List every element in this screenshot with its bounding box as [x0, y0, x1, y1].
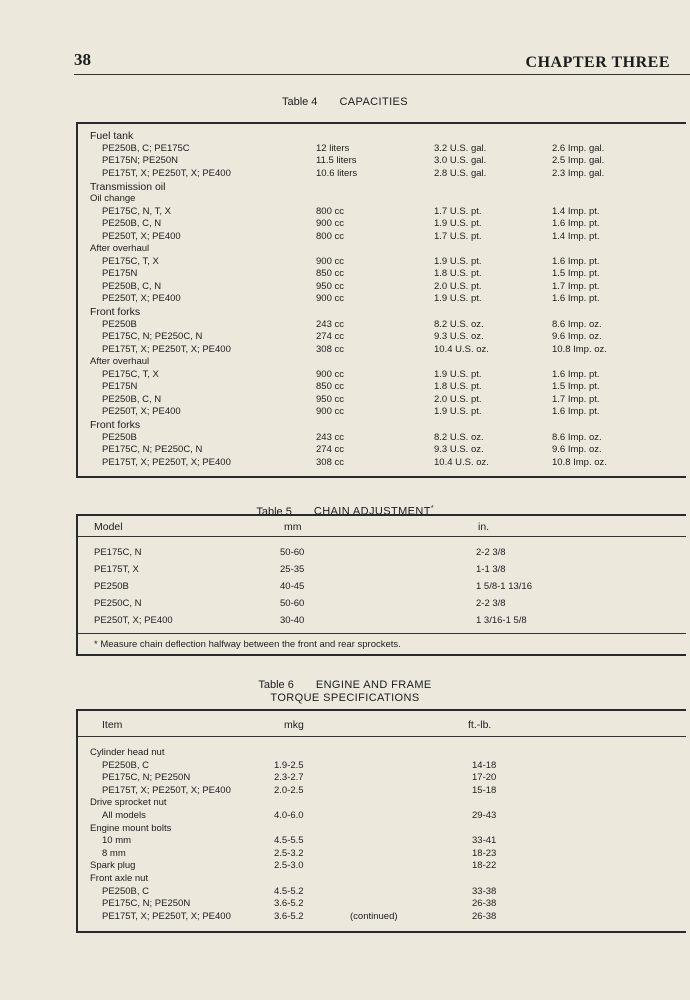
row-us: 1.9 U.S. pt.	[434, 406, 482, 417]
table-row	[78, 243, 686, 255]
table-row	[78, 319, 686, 331]
table-row	[78, 457, 686, 469]
row-metric: 900 cc	[316, 293, 344, 304]
row-imp: 10.8 Imp. oz.	[552, 343, 607, 355]
row-model: PE175C, T, X	[102, 368, 159, 380]
row-metric: 12 liters	[316, 142, 350, 154]
table-row	[78, 598, 686, 610]
row-us: 10.4 U.S. oz.	[434, 456, 489, 468]
row-model: PE250B, C	[102, 759, 149, 771]
row-in: 1 5/8-1 13/16	[476, 581, 532, 592]
row-imp: 10.8 Imp. oz.	[552, 456, 607, 468]
row-model: PE175C, N	[94, 547, 142, 558]
row-section-label: Transmission oil	[90, 180, 166, 193]
row-us: 1.8 U.S. pt.	[434, 268, 482, 279]
table-row	[78, 615, 686, 627]
row-mkg: 4.5-5.5	[274, 835, 304, 847]
row-model: PE250B, C, N	[102, 393, 162, 405]
row-metric: 950 cc	[316, 393, 344, 405]
table-row	[78, 760, 686, 772]
row-mm: 50-60	[280, 547, 305, 558]
header-ftlb: ft.-lb.	[468, 719, 492, 731]
table-row	[78, 356, 686, 368]
table4-title	[0, 96, 690, 109]
table-row	[78, 155, 686, 167]
table-row	[78, 432, 686, 444]
row-us: 2.0 U.S. pt.	[434, 393, 482, 405]
table4-heading: CAPACITIES	[339, 96, 409, 108]
row-us: 3.2 U.S. gal.	[434, 142, 487, 154]
row-model: 10 mm	[102, 835, 132, 847]
row-in: 2-2 3/8	[476, 598, 506, 609]
row-model: PE250B, C	[102, 885, 149, 897]
table-row	[78, 293, 686, 305]
table-row	[78, 911, 686, 923]
row-imp: 1.6 Imp. pt.	[552, 293, 600, 304]
table5-label: Table 5	[256, 505, 292, 518]
row-model: 8 mm	[102, 847, 126, 859]
table4-label: Table 4	[281, 96, 318, 108]
table-row	[78, 218, 686, 230]
page-number: 38	[74, 50, 91, 69]
table4-box	[76, 122, 686, 478]
table-header-row	[78, 521, 686, 533]
table-row	[78, 564, 686, 576]
row-mkg: 3.6-5.2	[274, 910, 304, 922]
row-section-label: Drive sprocket nut	[90, 797, 167, 809]
row-in: 1 3/16-1 5/8	[476, 615, 527, 626]
row-us: 3.0 U.S. gal.	[434, 155, 487, 166]
row-imp: 1.6 Imp. pt.	[552, 218, 600, 229]
row-subsection-label: After overhaul	[90, 356, 150, 367]
table-row	[78, 206, 686, 218]
table-row	[78, 823, 686, 835]
table-row	[78, 306, 686, 318]
row-model: PE250T, X; PE400	[102, 406, 181, 417]
table-row	[78, 860, 686, 872]
table-row	[78, 256, 686, 268]
row-imp: 1.6 Imp. pt.	[552, 406, 600, 417]
table6-heading-line1: ENGINE AND FRAME	[315, 679, 432, 691]
row-model: PE175C, N; PE250N	[102, 898, 191, 910]
row-mm: 50-60	[280, 598, 305, 609]
row-mkg: 4.0-6.0	[274, 810, 304, 821]
row-metric: 243 cc	[316, 318, 344, 330]
table-row	[78, 873, 686, 885]
row-imp: 1.7 Imp. pt.	[552, 280, 600, 292]
row-metric: 950 cc	[316, 280, 344, 292]
table-row	[78, 581, 686, 593]
row-metric: 11.5 liters	[316, 155, 357, 166]
table-row	[78, 848, 686, 860]
row-us: 1.9 U.S. pt.	[434, 368, 482, 380]
row-model: PE175T, X; PE250T, X; PE400	[102, 167, 231, 179]
header-rule	[78, 536, 686, 537]
row-mm: 30-40	[280, 615, 305, 626]
table-row	[78, 898, 686, 910]
row-us: 1.9 U.S. pt.	[434, 218, 482, 229]
row-model: PE175T, X; PE250T, X; PE400	[102, 784, 231, 796]
row-imp: 1.4 Imp. pt.	[552, 205, 600, 217]
row-imp: 2.3 Imp. gal.	[552, 167, 605, 179]
row-us: 1.9 U.S. pt.	[434, 293, 482, 304]
table-row	[78, 886, 686, 898]
table-row	[78, 419, 686, 431]
row-metric: 900 cc	[316, 218, 344, 229]
table-row	[78, 810, 686, 822]
header-rule	[78, 736, 686, 737]
table-row	[78, 785, 686, 797]
row-model: PE175T, X; PE250T, X; PE400	[102, 910, 231, 922]
header-item: Item	[102, 719, 123, 731]
row-metric: 800 cc	[316, 230, 344, 242]
row-ftlb: 26-38	[472, 910, 497, 922]
row-section-label: Spark plug	[90, 860, 136, 872]
row-metric: 308 cc	[316, 343, 344, 355]
table6-label: Table 6	[258, 679, 294, 691]
row-imp: 1.5 Imp. pt.	[552, 268, 600, 279]
row-mkg: 4.5-5.2	[274, 885, 304, 897]
row-ftlb: 18-23	[472, 847, 497, 859]
row-metric: 243 cc	[316, 431, 344, 443]
row-us: 10.4 U.S. oz.	[434, 343, 489, 355]
row-ftlb: 15-18	[472, 784, 497, 796]
table5-title-mark: *	[430, 505, 434, 512]
table-row	[78, 281, 686, 293]
footnote: * Measure chain deflection halfway between the front and rear sprockets.	[94, 639, 401, 650]
table-row	[78, 331, 686, 343]
row-mkg: 2.0-2.5	[274, 784, 304, 796]
table-row	[78, 344, 686, 356]
row-us: 9.3 U.S. oz.	[434, 331, 484, 342]
row-model: PE175T, X	[94, 564, 139, 575]
row-mkg: 2.5-3.0	[274, 860, 304, 872]
row-mkg: 2.3-2.7	[274, 772, 304, 784]
row-ftlb: 17-20	[472, 772, 497, 784]
footnote-rule	[78, 633, 686, 634]
row-us: 1.9 U.S. pt.	[434, 255, 482, 267]
row-model: PE250B	[94, 581, 129, 592]
row-metric: 274 cc	[316, 331, 344, 342]
row-us: 1.7 U.S. pt.	[434, 205, 482, 217]
row-us: 2.0 U.S. pt.	[434, 280, 482, 292]
row-section-label: Front axle nut	[90, 873, 149, 884]
row-model: PE175C, N; PE250C, N	[102, 444, 203, 455]
row-metric: 900 cc	[316, 368, 344, 380]
table-row	[78, 835, 686, 847]
row-us: 8.2 U.S. oz.	[434, 431, 484, 443]
table-row	[78, 772, 686, 784]
row-model: PE250T, X; PE400	[94, 615, 173, 626]
row-ftlb: 18-22	[472, 860, 497, 872]
row-model: PE250C, N	[94, 598, 142, 609]
row-ftlb: 33-41	[472, 835, 497, 847]
row-mkg: 2.5-3.2	[274, 847, 304, 859]
row-in: 1-1 3/8	[476, 564, 506, 575]
row-ftlb: 14-18	[472, 759, 497, 771]
table-header-row	[78, 719, 686, 731]
header-rule	[74, 74, 690, 75]
row-metric: 850 cc	[316, 381, 344, 392]
table-row	[78, 747, 686, 759]
row-ftlb: 26-38	[472, 898, 497, 910]
table-row	[78, 444, 686, 456]
row-section-label: Front forks	[90, 306, 141, 318]
row-imp: 8.6 Imp. oz.	[552, 318, 602, 330]
row-imp: 1.7 Imp. pt.	[552, 393, 600, 405]
row-us: 2.8 U.S. gal.	[434, 167, 487, 179]
row-section-label: Engine mount bolts	[90, 822, 172, 834]
row-mkg: 1.9-2.5	[274, 759, 304, 771]
row-imp: 1.5 Imp. pt.	[552, 381, 600, 392]
row-us: 1.7 U.S. pt.	[434, 230, 482, 242]
row-model: PE175N; PE250N	[102, 155, 179, 166]
row-model: PE250B, C, N	[102, 218, 162, 229]
row-metric: 800 cc	[316, 205, 344, 217]
table6-box	[76, 709, 686, 933]
row-model: PE175C, T, X	[102, 255, 159, 267]
row-model: PE175N	[102, 268, 138, 279]
row-model: PE250T, X; PE400	[102, 293, 181, 304]
row-section-label: Cylinder head nut	[90, 747, 165, 758]
row-model: PE250B	[102, 318, 137, 330]
row-ftlb: 29-43	[472, 810, 497, 821]
row-us: 8.2 U.S. oz.	[434, 318, 484, 330]
row-model: PE250B	[102, 431, 137, 443]
table-row	[78, 168, 686, 180]
table-row	[78, 797, 686, 809]
header-mm: mm	[284, 521, 302, 533]
row-model: All models	[102, 810, 146, 821]
table-row	[78, 406, 686, 418]
header-mkg: mkg	[284, 719, 304, 731]
table-row	[78, 181, 686, 193]
row-imp: 1.6 Imp. pt.	[552, 255, 600, 267]
row-metric: 308 cc	[316, 456, 344, 468]
table-row	[78, 231, 686, 243]
row-section-label: Fuel tank	[90, 130, 134, 142]
row-model: PE175N	[102, 381, 138, 392]
row-us: 1.8 U.S. pt.	[434, 381, 482, 392]
table-row	[78, 381, 686, 393]
row-imp: 1.4 Imp. pt.	[552, 230, 600, 242]
row-metric: 900 cc	[316, 406, 344, 417]
table5-box	[76, 514, 686, 656]
row-imp: 2.5 Imp. gal.	[552, 155, 605, 166]
row-mm: 25-35	[280, 564, 305, 575]
table6-heading-line2: TORQUE SPECIFICATIONS	[270, 692, 420, 704]
row-model: PE175C, N, T, X	[102, 205, 171, 217]
row-imp: 8.6 Imp. oz.	[552, 431, 602, 443]
row-in: 2-2 3/8	[476, 547, 506, 558]
table5-heading: CHAIN ADJUSTMENT	[313, 505, 431, 518]
continued-note: (continued)	[350, 910, 398, 922]
row-model: PE250B, C; PE175C	[102, 142, 190, 154]
row-subsection-label: Oil change	[90, 193, 136, 204]
header-model: Model	[94, 521, 123, 533]
table-row	[78, 143, 686, 155]
row-metric: 900 cc	[316, 255, 344, 267]
table-row	[78, 547, 686, 559]
row-model: PE175C, N; PE250C, N	[102, 331, 203, 342]
table-row	[78, 130, 686, 142]
row-model: PE175T, X; PE250T, X; PE400	[102, 343, 231, 355]
table-row	[78, 394, 686, 406]
row-subsection-label: After overhaul	[90, 243, 150, 254]
row-model: PE175C, N; PE250N	[102, 772, 191, 784]
row-mkg: 3.6-5.2	[274, 898, 304, 910]
row-metric: 274 cc	[316, 444, 344, 455]
row-imp: 2.6 Imp. gal.	[552, 142, 605, 154]
row-model: PE250T, X; PE400	[102, 230, 181, 242]
row-us: 9.3 U.S. oz.	[434, 444, 484, 455]
table-row	[78, 268, 686, 280]
row-model: PE250B, C, N	[102, 280, 162, 292]
row-model: PE175T, X; PE250T, X; PE400	[102, 456, 231, 468]
row-metric: 850 cc	[316, 268, 344, 279]
row-imp: 1.6 Imp. pt.	[552, 368, 600, 380]
row-imp: 9.6 Imp. oz.	[552, 331, 602, 342]
row-ftlb: 33-38	[472, 885, 497, 897]
table6-title	[0, 679, 690, 705]
row-imp: 9.6 Imp. oz.	[552, 444, 602, 455]
header-in: in.	[478, 521, 490, 533]
table-row	[78, 193, 686, 205]
table-row	[78, 369, 686, 381]
row-metric: 10.6 liters	[316, 167, 358, 179]
chapter-title: CHAPTER THREE	[525, 54, 670, 71]
row-section-label: Front forks	[90, 419, 141, 431]
row-mm: 40-45	[280, 581, 305, 592]
